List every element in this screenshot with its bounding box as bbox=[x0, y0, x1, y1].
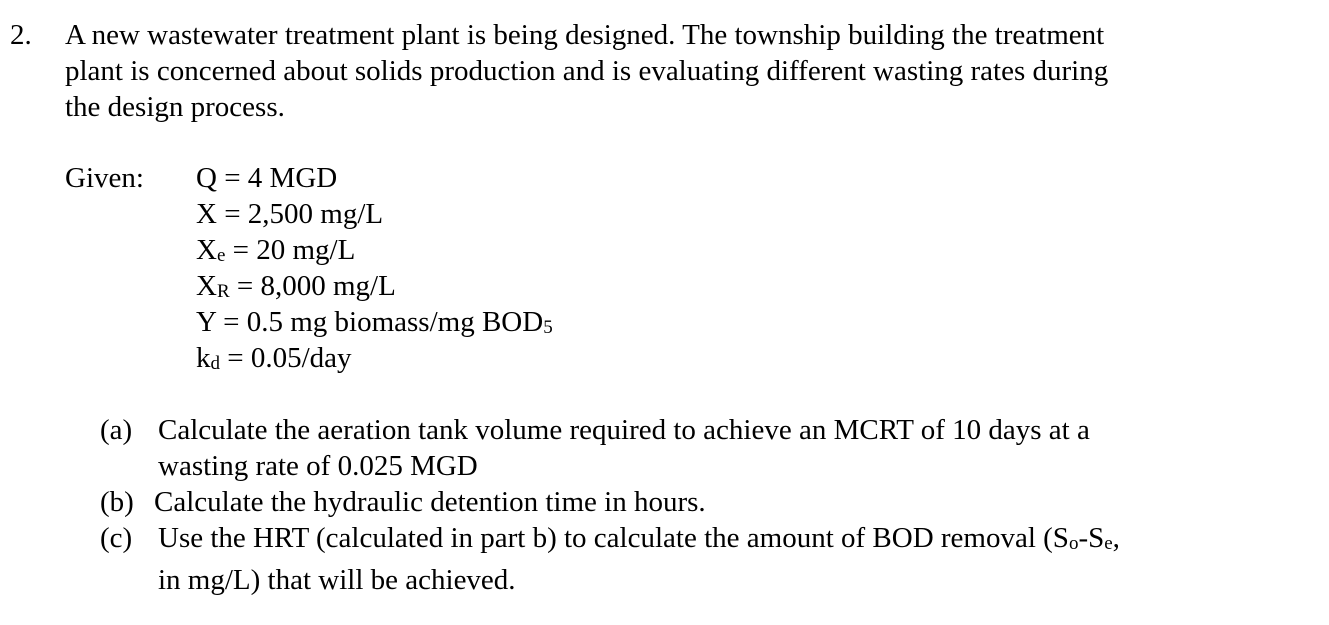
given-text: Y = 0.5 mg biomass/mg BOD bbox=[196, 306, 544, 338]
given-decay-rate bbox=[196, 340, 553, 376]
intro-line: plant is concerned about solids production and is evaluating different wasting rates during bbox=[65, 55, 1109, 87]
part-line-text: -S bbox=[1078, 522, 1105, 554]
part-line: Calculate the aeration tank volume required to achieve an MCRT of 10 days at a bbox=[158, 414, 1090, 446]
part-line bbox=[158, 520, 1320, 562]
given-label: Given: bbox=[65, 162, 144, 194]
part-text bbox=[158, 412, 1320, 484]
given-text: Q = 4 MGD bbox=[196, 162, 338, 194]
part-line-text: Use the HRT (calculated in part b) to calculate the amount of BOD removal (S bbox=[158, 522, 1069, 554]
problem-intro bbox=[65, 17, 1305, 125]
part-b bbox=[100, 484, 1320, 520]
part-subscript: e bbox=[1104, 533, 1113, 554]
part-line: in mg/L) that will be achieved. bbox=[158, 564, 516, 596]
given-text: X = 2,500 mg/L bbox=[196, 198, 384, 230]
given-text: = 0.05/day bbox=[220, 342, 352, 374]
part-text bbox=[154, 484, 1320, 520]
part-line: wasting rate of 0.025 MGD bbox=[158, 450, 478, 482]
intro-line: the design process. bbox=[65, 91, 285, 123]
part-line-text: , bbox=[1112, 522, 1120, 554]
given-text: = 20 mg/L bbox=[225, 234, 356, 266]
given-yield bbox=[196, 304, 553, 340]
given-text: X bbox=[196, 270, 217, 302]
intro-line: A new wastewater treatment plant is being designed. The township building the treatment bbox=[65, 19, 1105, 51]
given-text: k bbox=[196, 342, 211, 374]
part-subscript: o bbox=[1068, 533, 1079, 554]
given-return-solids bbox=[196, 268, 553, 304]
given-subscript: 5 bbox=[543, 317, 553, 338]
given-list bbox=[196, 160, 553, 376]
part-line: Calculate the hydraulic detention time in hours. bbox=[154, 486, 706, 518]
part-a bbox=[100, 412, 1320, 484]
given-mlss bbox=[196, 196, 553, 232]
part-text bbox=[158, 520, 1320, 598]
given-subscript: e bbox=[216, 245, 226, 266]
given-text: X bbox=[196, 234, 217, 266]
given-flow bbox=[196, 160, 553, 196]
given-subscript: R bbox=[216, 281, 230, 302]
given-text: = 8,000 mg/L bbox=[229, 270, 396, 302]
part-letter: (b) bbox=[100, 486, 134, 518]
given-subscript: d bbox=[210, 353, 220, 374]
part-letter: (a) bbox=[100, 414, 133, 446]
given-effluent-solids bbox=[196, 232, 553, 268]
part-letter: (c) bbox=[100, 522, 133, 554]
part-c bbox=[100, 520, 1320, 598]
problem-number: 2. bbox=[10, 19, 32, 51]
question-parts bbox=[100, 412, 1320, 598]
